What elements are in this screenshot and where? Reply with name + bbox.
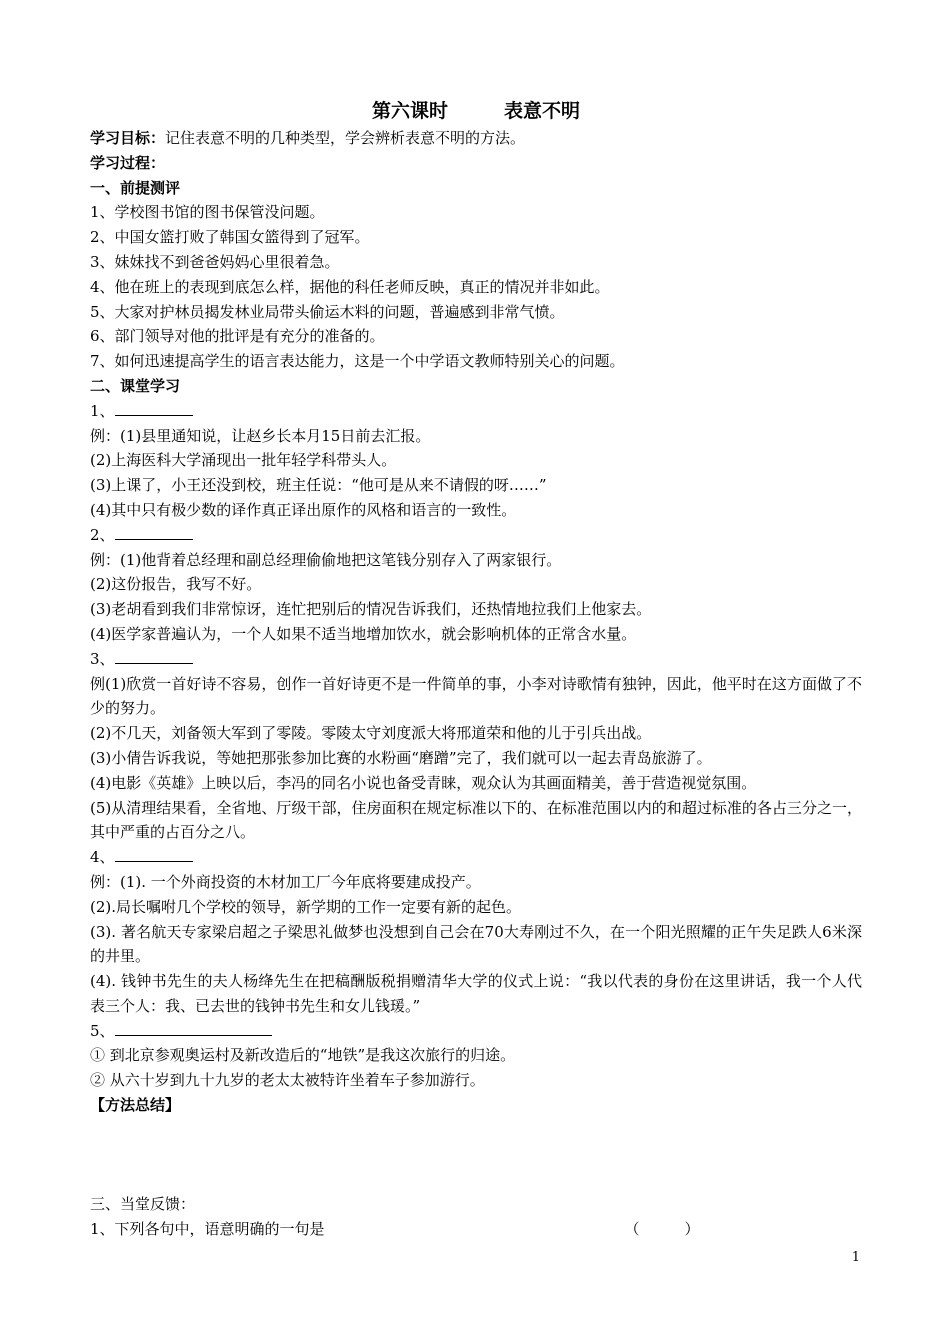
fill-blank[interactable]: [115, 400, 193, 416]
fill-blank[interactable]: [115, 524, 193, 540]
title-lesson: 第六课时: [371, 100, 448, 122]
example-line: (4)医学家普遍认为，一个人如果不适当地增加饮水，就会影响机体的正常含水量。: [90, 624, 637, 643]
group2-heading: 2、: [90, 523, 862, 548]
fill-blank[interactable]: [115, 1020, 272, 1036]
fill-blank[interactable]: [115, 846, 193, 862]
answer-parentheses[interactable]: （ ）: [624, 1219, 700, 1238]
list-item: 6、部门领导对他的批评是有充分的准备的。: [90, 327, 385, 346]
example-line: (2)这份报告，我写不好。: [90, 575, 262, 594]
title-topic: 表意不明: [504, 100, 581, 122]
page-title: [90, 98, 862, 124]
learning-goal: [90, 126, 862, 151]
example-line: ② 从六十岁到九十九岁的老太太被特许坐着车子参加游行。: [90, 1071, 485, 1090]
example-line: (3). 著名航天专家梁启超之子梁思礼做梦也没想到自己会在70大寿刚过不久，在一个阳光照耀的正午失足跌人6米深的井里。: [90, 922, 862, 966]
example-line: (3)老胡看到我们非常惊讶，连忙把别后的情况告诉我们，还热情地拉我们上他家去。: [90, 600, 652, 619]
example-line: 例：(1). 一个外商投资的木材加工厂今年底将要建成投产。: [90, 872, 481, 891]
section3-heading: 三、当堂反馈：: [90, 1194, 196, 1213]
blank-space: [90, 1118, 862, 1192]
group5-heading: 5、: [90, 1019, 862, 1044]
group3-heading: 3、: [90, 647, 862, 672]
example-line: (3)小倩告诉我说，等她把那张参加比赛的水粉画“磨蹭”完了，我们就可以一起去青岛旅游了。: [90, 748, 712, 767]
group4-heading: 4、: [90, 845, 862, 870]
example-line: 例：(1)县里通知说，让赵乡长本月15日前去汇报。: [90, 426, 431, 445]
section1-heading: 一、前提测评: [90, 178, 181, 197]
goal-text: 记住表意不明的几种类型，学会辨析表意不明的方法。: [165, 129, 526, 147]
group1-heading: 1、: [90, 399, 862, 424]
example-line: 例：(1)他背着总经理和副总经理偷偷地把这笔钱分别存入了两家银行。: [90, 550, 562, 569]
document-body: [90, 98, 862, 1241]
section2-heading: 二、课堂学习: [90, 376, 181, 395]
list-item: 1、学校图书馆的图书保管没问题。: [90, 203, 325, 222]
process-label: 学习过程：: [90, 153, 166, 172]
example-line: (4)电影《英雄》上映以后，李冯的同名小说也备受青睐，观众认为其画面精美，善于营造视觉氛围。: [90, 773, 757, 792]
example-line: ① 到北京参观奥运村及新改造后的“地铁”是我这次旅行的归途。: [90, 1046, 516, 1065]
list-item: 2、中国女篮打败了韩国女篮得到了冠军。: [90, 228, 370, 247]
list-item: 3、妹妹找不到爸爸妈妈心里很着急。: [90, 252, 340, 271]
page-number: 1: [851, 1250, 860, 1265]
example-line: (2)不几天，刘备领大军到了零陵。零陵太守刘度派大将邢道荣和他的儿于引兵出战。: [90, 724, 652, 743]
fill-blank[interactable]: [115, 648, 193, 664]
example-line: (2)上海医科大学涌现出一批年轻学科带头人。: [90, 451, 397, 470]
question-text: 1、下列各句中，语意明确的一句是: [90, 1219, 325, 1238]
list-item: 4、他在班上的表现到底怎么样，据他的科任老师反映，真正的情况并非如此。: [90, 277, 610, 296]
method-summary-heading: 【方法总结】: [90, 1096, 181, 1115]
example-line: (4)其中只有极少数的译作真正译出原作的风格和语言的一致性。: [90, 500, 517, 519]
list-item: 5、大家对护林员揭发林业局带头偷运木料的问题，普遍感到非常气愤。: [90, 302, 565, 321]
example-line: (3)上课了，小王还没到校，班主任说：“他可是从来不请假的呀……”: [90, 476, 547, 495]
goal-label: 学习目标：: [90, 129, 166, 147]
example-line: (5)从清理结果看，全省地、厅级干部，住房面积在规定标准以下的、在标准范围以内的和超过标准的各占三分之一，其中严重的占百分之八。: [90, 798, 862, 842]
example-line: (2).局长嘱咐几个学校的领导，新学期的工作一定要有新的起色。: [90, 897, 522, 916]
example-line: 例(1)欣赏一首好诗不容易，创作一首好诗更不是一件简单的事，小李对诗歌情有独钟，因此，他平时在这方面做了不少的努力。: [90, 674, 862, 718]
list-item: 7、如何迅速提高学生的语言表达能力，这是一个中学语文教师特别关心的问题。: [90, 352, 625, 371]
example-line: (4). 钱钟书先生的夫人杨绛先生在把稿酬版税捐赠清华大学的仪式上说：“我以代表的身份在这里讲话，我一个人代表三个人：我、已去世的钱钟书先生和女儿钱瑗。”: [90, 972, 862, 1015]
feedback-question: [90, 1217, 862, 1242]
